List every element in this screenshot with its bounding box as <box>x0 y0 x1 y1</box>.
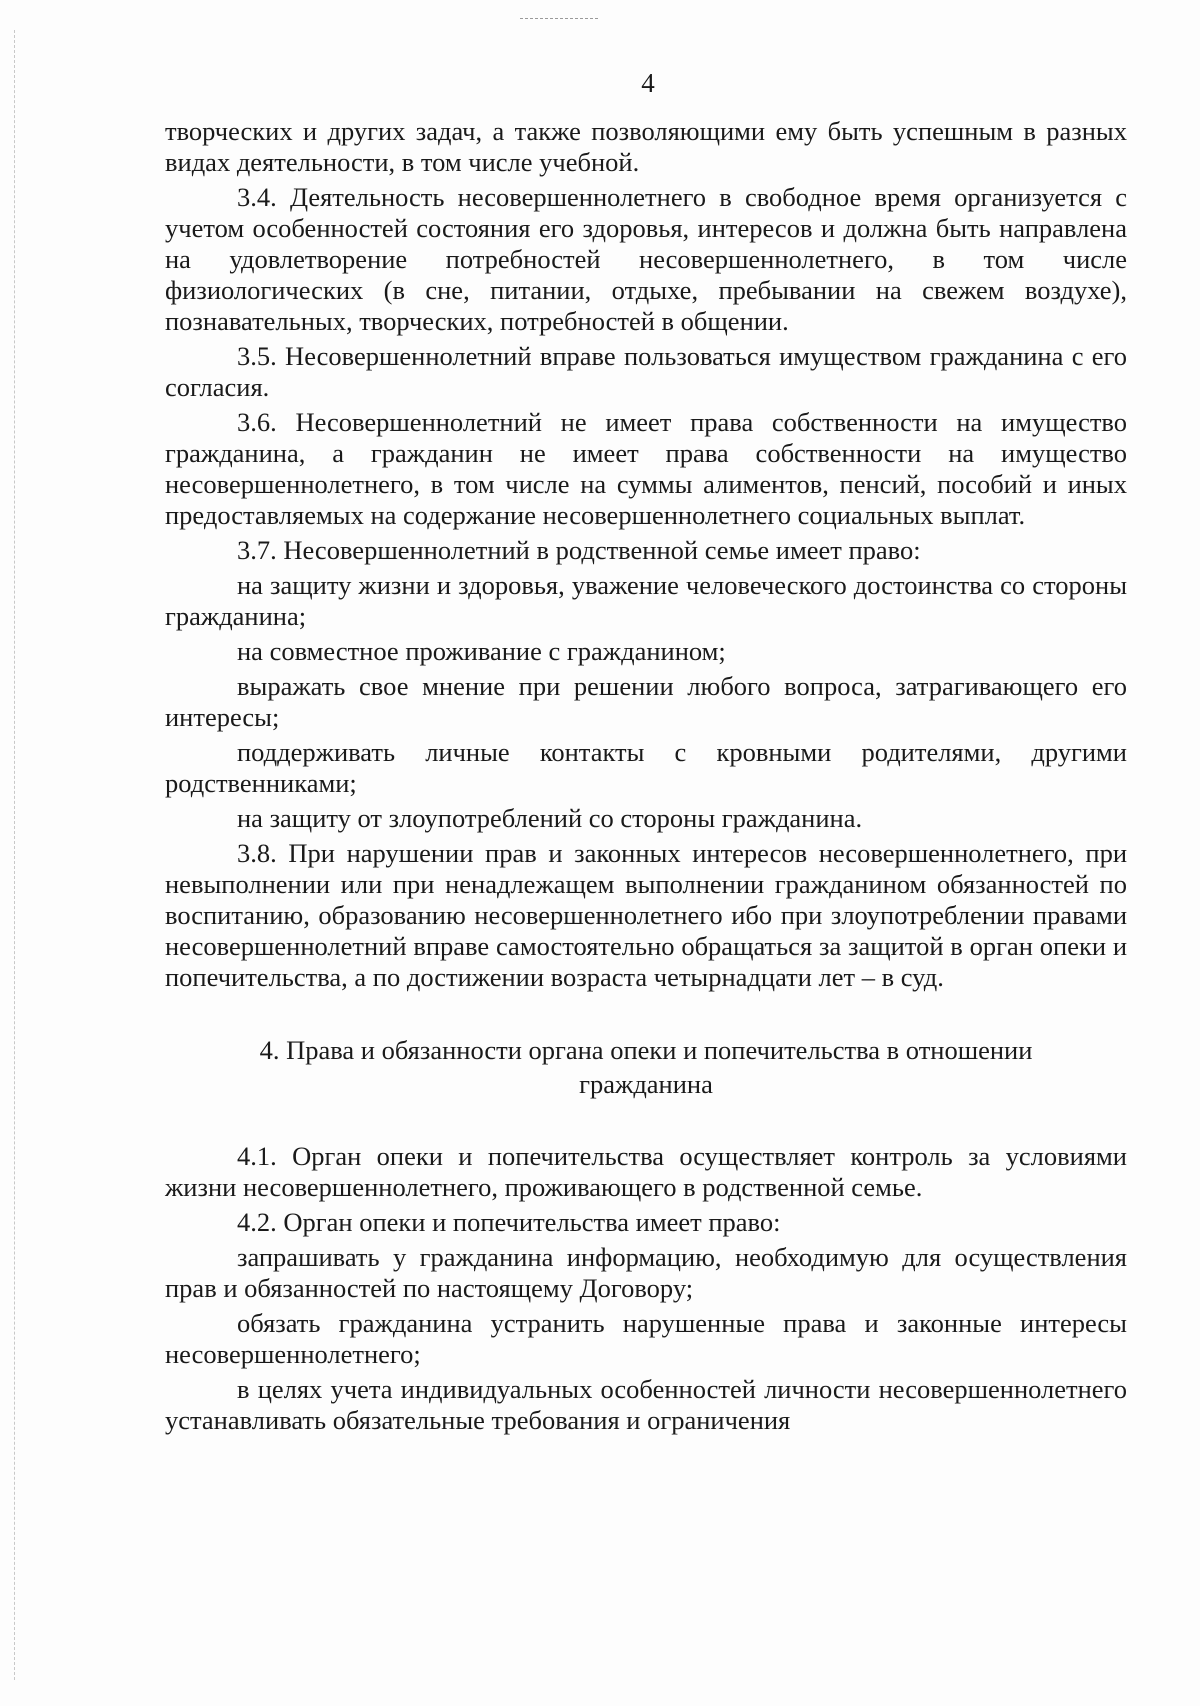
paragraph: 3.4. Деятельность несовершеннолетнего в свободное время организуется с учетом особенностей состояния его здоровья, интересов и должна быть направлена на удовлетворение потребностей несовершеннолетнего, в том числе физиологических (в сне, питании, отдыхе, пребывании на свежем воздухе), познавательных, творческих, потребностей в общении. <box>165 182 1127 336</box>
paragraphs-top <box>165 116 1127 993</box>
scan-edge-mark <box>14 30 16 1680</box>
paragraph: обязать гражданина устранить нарушенные права и законные интересы несовершеннолетнего; <box>165 1308 1127 1369</box>
document-body <box>165 116 1127 1440</box>
paragraph: 4.2. Орган опеки и попечительства имеет право: <box>237 1207 781 1237</box>
section-heading-line-2: гражданина <box>579 1069 713 1099</box>
scan-top-mark <box>520 18 598 20</box>
paragraph: выражать свое мнение при решении любого вопроса, затрагивающего его интересы; <box>165 671 1127 732</box>
section-heading <box>165 1033 1127 1101</box>
paragraph: 3.6. Несовершеннолетний не имеет права собственности на имущество гражданина, а гражданин не имеет права собственности на имущество несовершеннолетнего, в том числе на суммы алиментов, пенсий, пособий и иных предоставляемых на содержание несовершеннолетнего социальных выплат. <box>165 407 1127 530</box>
paragraph: запрашивать у гражданина информацию, необходимую для осуществления прав и обязанностей по настоящему Договору; <box>165 1242 1127 1303</box>
paragraph: на защиту жизни и здоровья, уважение человеческого достоинства со стороны гражданина; <box>165 570 1127 631</box>
paragraph: 3.7. Несовершеннолетний в родственной семье имеет право: <box>237 535 921 565</box>
paragraph: на защиту от злоупотреблений со стороны гражданина. <box>237 803 863 833</box>
paragraphs-bottom <box>165 1141 1127 1436</box>
page-number: 4 <box>641 68 655 98</box>
paragraph: творческих и других задач, а также позволяющими ему быть успешным в разных видах деятельности, в том числе учебной. <box>165 116 1127 177</box>
section-heading-line-1: 4. Права и обязанности органа опеки и попечительства в отношении <box>259 1035 1033 1065</box>
paragraph: на совместное проживание с гражданином; <box>237 636 726 666</box>
paragraph: 4.1. Орган опеки и попечительства осуществляет контроль за условиями жизни несовершеннолетнего, проживающего в родственной семье. <box>165 1141 1127 1202</box>
paragraph: 3.5. Несовершеннолетний вправе пользоваться имуществом гражданина с его согласия. <box>165 341 1127 402</box>
paragraph: поддерживать личные контакты с кровными родителями, другими родственниками; <box>165 737 1127 798</box>
paragraph: в целях учета индивидуальных особенностей личности несовершеннолетнего устанавливать обязательные требования и ограничения <box>165 1374 1127 1435</box>
paragraph: 3.8. При нарушении прав и законных интересов несовершеннолетнего, при невыполнении или при ненадлежащем выполнении гражданином обязанностей по воспитанию, образованию несовершеннолетнего ибо при злоупотреблении правами несовершеннолетний вправе самостоятельно обращаться за защитой в орган опеки и попечительства, а по достижении возраста четырнадцати лет – в суд. <box>165 838 1127 992</box>
